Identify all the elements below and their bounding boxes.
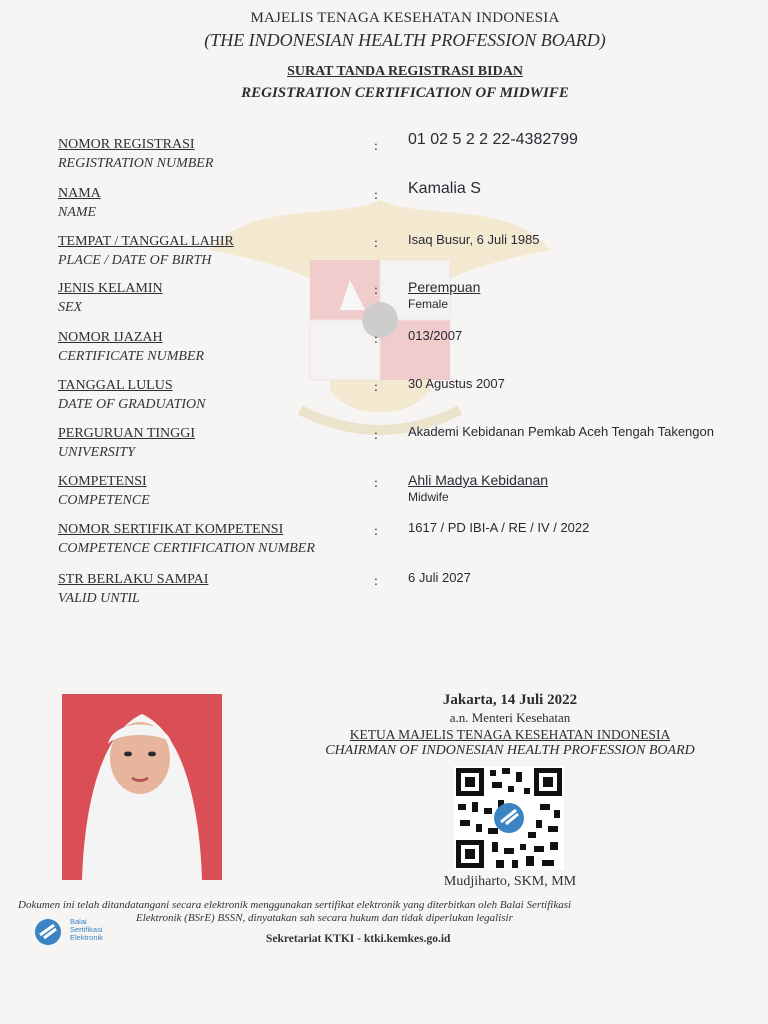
field-competence-certification-number [58,522,758,562]
field-university [58,426,758,466]
field-value: Akademi Kebidanan Pemkab Aceh Tengah Takengon [408,424,714,439]
field-registration-number [58,131,758,177]
field-value: Isaq Busur, 6 Juli 1985 [408,232,540,247]
field-colon: : [374,380,378,395]
field-label-id: TEMPAT / TANGGAL LAHIR [58,234,234,249]
field-label-en: PLACE / DATE OF BIRTH [58,253,212,268]
field-label-id: NAMA [58,186,101,201]
field-date-of-graduation [58,378,758,418]
field-label-en: REGISTRATION NUMBER [58,156,214,171]
field-label-id: NOMOR IJAZAH [58,330,163,345]
field-colon: : [374,574,378,589]
place-date: Jakarta, 14 Juli 2022 [442,692,578,708]
field-value-translation: Female [408,297,449,311]
field-label-en: COMPETENCE [58,493,150,508]
board-name-id: MAJELIS TENAGA KESEHATAN INDONESIA [250,10,560,26]
document-title-en: REGISTRATION CERTIFICATION OF MIDWIFE [241,85,569,101]
field-label-en: COMPETENCE CERTIFICATION NUMBER [58,541,315,556]
field-label-id: KOMPETENSI [58,474,147,489]
field-name [58,180,758,226]
holder-photo [62,694,222,880]
field-colon: : [374,283,378,298]
board-name-en: (THE INDONESIAN HEALTH PROFESSION BOARD) [204,30,606,50]
field-label-id: TANGGAL LULUS [58,378,173,393]
footer-note-line-1: Dokumen ini telah ditandatangani secara elektronik menggunakan sertifikat elektronik yang diterbitkan oleh Balai Sertifikasi [18,899,572,911]
field-label-en: VALID UNTIL [58,591,140,606]
field-value: 30 Agustus 2007 [408,376,505,391]
field-value: Perempuan [408,279,481,295]
chairman-title-en: CHAIRMAN OF INDONESIAN HEALTH PROFESSION BOARD [325,743,695,758]
field-value: 013/2007 [408,328,463,343]
field-label-en: SEX [58,300,83,315]
field-colon: : [374,236,378,251]
field-colon: : [374,139,378,154]
signatory-name: Mudjiharto, SKM, MM [443,874,577,889]
field-label-id: STR BERLAKU SAMPAI [58,572,209,587]
field-colon: : [374,524,378,539]
field-label-en: NAME [58,205,97,220]
field-valid-until [58,572,758,612]
field-label-id: JENIS KELAMIN [58,281,163,296]
field-value: 6 Juli 2027 [408,570,471,585]
field-place-date-of-birth [58,234,758,274]
field-competence [58,474,758,514]
field-value: Ahli Madya Kebidanan [408,472,549,488]
portrait-icon [62,694,222,880]
field-certificate-number [58,330,758,370]
field-label-en: DATE OF GRADUATION [58,397,206,412]
field-colon: : [374,188,378,203]
chairman-title-id: KETUA MAJELIS TENAGA KESEHATAN INDONESIA [349,727,671,742]
document-title-id: SURAT TANDA REGISTRASI BIDAN [287,64,523,79]
field-value: 1617 / PD IBI-A / RE / IV / 2022 [408,520,590,535]
field-label-id: PERGURUAN TINGGI [58,426,196,441]
field-value: Kamalia S [408,180,481,197]
qr-code-icon [454,766,564,870]
field-colon: : [374,476,378,491]
field-value: 01 02 5 2 2 22-4382799 [408,131,578,148]
bsre-logo-text: Balai Sertifikasi Elektronik [70,917,103,942]
field-value-translation: Midwife [408,490,449,504]
on-behalf-of: a.n. Menteri Kesehatan [449,710,571,725]
field-colon: : [374,428,378,443]
secretariat-link: Sekretariat KTKI - ktki.kemkes.go.id [266,933,451,945]
field-label-id: NOMOR REGISTRASI [58,137,195,152]
field-colon: : [374,332,378,347]
footer-note-line-2: Elektronik (BSrE) BSSN, dinyatakan sah secara hukum dan tidak diperlukan legalisir [136,912,513,924]
field-sex [58,281,758,321]
field-label-en: CERTIFICATE NUMBER [58,349,205,364]
field-label-id: NOMOR SERTIFIKAT KOMPETENSI [58,522,284,537]
field-label-en: UNIVERSITY [58,445,135,460]
